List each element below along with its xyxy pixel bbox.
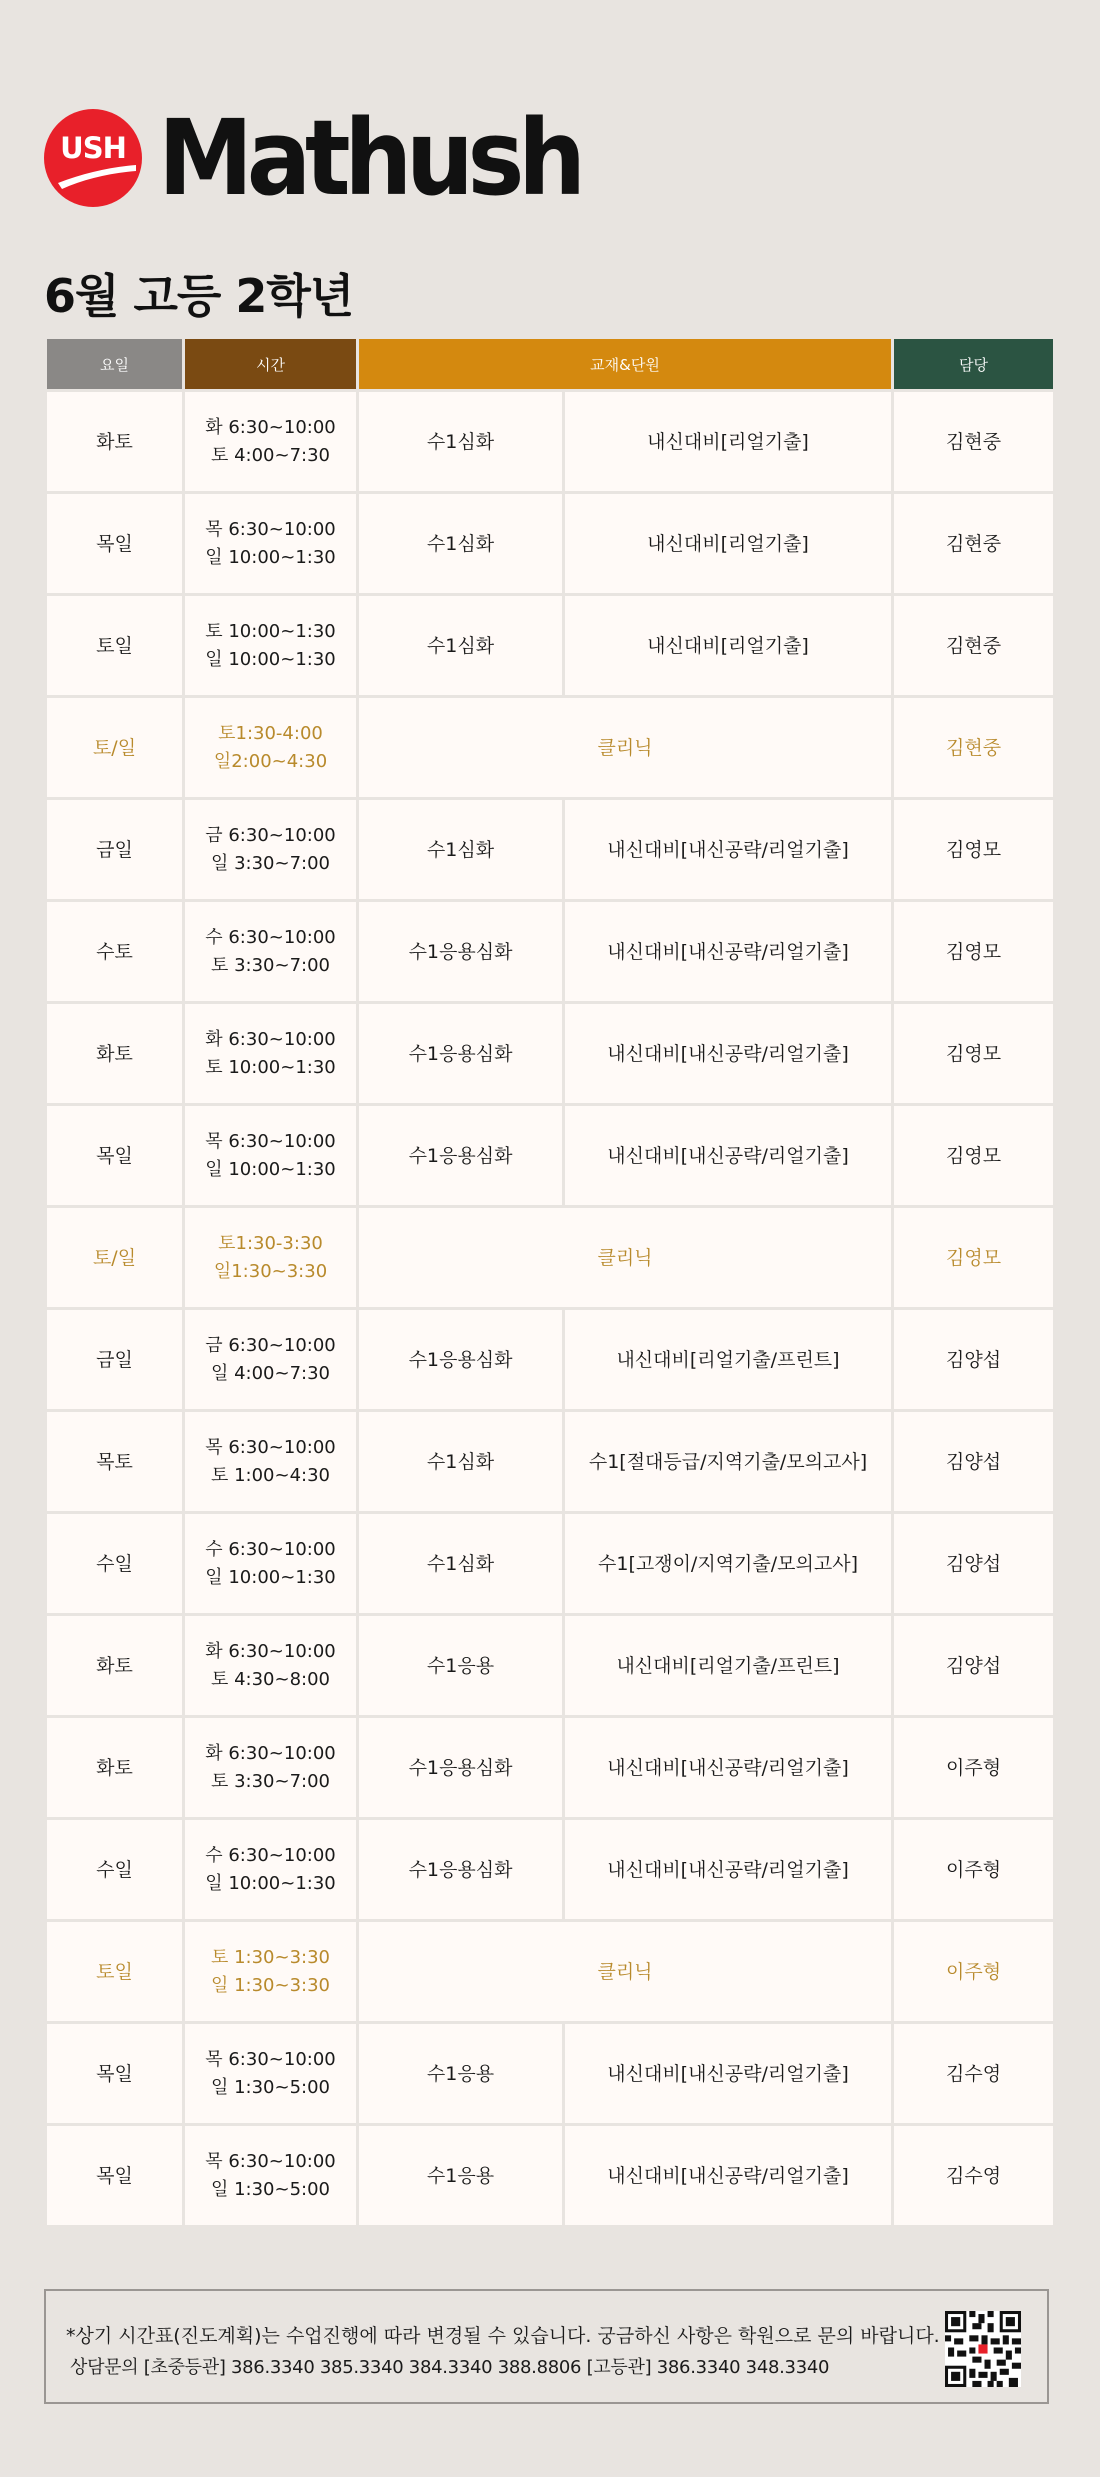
table-row bbox=[46, 2125, 1055, 2227]
table-row bbox=[46, 1921, 1055, 2023]
unit-cell: 내신대비[내신공략/리얼기출] bbox=[564, 799, 893, 901]
time-cell bbox=[184, 1819, 358, 1921]
clinic-cell: 클리닉 bbox=[358, 1921, 893, 2023]
course-cell: 수1심화 bbox=[358, 1411, 564, 1513]
time-line-2: 일 1:30~3:30 bbox=[210, 1974, 331, 1996]
time-line-1: 화 6:30~10:00 bbox=[205, 1640, 336, 1662]
brand-logo bbox=[44, 97, 616, 219]
time-cell bbox=[184, 1717, 358, 1819]
table-row bbox=[46, 1105, 1055, 1207]
day-cell: 화토 bbox=[46, 1615, 184, 1717]
unit-cell: 내신대비[내신공략/리얼기출] bbox=[564, 1717, 893, 1819]
day-cell: 목토 bbox=[46, 1411, 184, 1513]
time-line-1: 목 6:30~10:00 bbox=[205, 2048, 336, 2070]
unit-cell: 내신대비[리얼기출] bbox=[564, 391, 893, 493]
teacher-cell: 이주형 bbox=[893, 1819, 1055, 1921]
course-cell: 수1응용심화 bbox=[358, 1003, 564, 1105]
unit-cell: 내신대비[내신공략/리얼기출] bbox=[564, 1105, 893, 1207]
time-line-2: 토 4:30~8:00 bbox=[210, 1668, 331, 1690]
day-cell: 목일 bbox=[46, 1105, 184, 1207]
course-cell: 수1심화 bbox=[358, 1513, 564, 1615]
day-cell: 수토 bbox=[46, 901, 184, 1003]
logo-mark bbox=[44, 109, 142, 207]
teacher-cell: 김양섭 bbox=[893, 1513, 1055, 1615]
time-line-2: 일1:30~3:30 bbox=[213, 1260, 328, 1282]
table-row bbox=[46, 1615, 1055, 1717]
course-cell: 수1응용 bbox=[358, 2125, 564, 2227]
time-cell bbox=[184, 1207, 358, 1309]
time-line-2: 일 10:00~1:30 bbox=[205, 1872, 336, 1894]
time-cell bbox=[184, 1615, 358, 1717]
time-line-1: 금 6:30~10:00 bbox=[205, 1334, 336, 1356]
course-cell: 수1응용 bbox=[358, 2023, 564, 2125]
day-cell: 수일 bbox=[46, 1819, 184, 1921]
time-line-1: 수 6:30~10:00 bbox=[205, 1538, 336, 1560]
unit-cell: 수1[고쟁이/지역기출/모의고사] bbox=[564, 1513, 893, 1615]
teacher-cell: 김현중 bbox=[893, 595, 1055, 697]
course-cell: 수1심화 bbox=[358, 391, 564, 493]
table-row bbox=[46, 697, 1055, 799]
unit-cell: 내신대비[리얼기출] bbox=[564, 493, 893, 595]
time-line-1: 화 6:30~10:00 bbox=[205, 416, 336, 438]
time-line-1: 금 6:30~10:00 bbox=[205, 824, 336, 846]
unit-cell: 내신대비[내신공략/리얼기출] bbox=[564, 1003, 893, 1105]
time-cell bbox=[184, 1411, 358, 1513]
time-cell bbox=[184, 493, 358, 595]
day-cell: 토일 bbox=[46, 595, 184, 697]
teacher-cell: 김양섭 bbox=[893, 1615, 1055, 1717]
time-line-2: 일 10:00~1:30 bbox=[205, 1566, 336, 1588]
course-cell: 수1심화 bbox=[358, 493, 564, 595]
teacher-cell: 이주형 bbox=[893, 1921, 1055, 2023]
day-cell: 토/일 bbox=[46, 1207, 184, 1309]
table-row bbox=[46, 493, 1055, 595]
day-cell: 목일 bbox=[46, 493, 184, 595]
table-row bbox=[46, 1309, 1055, 1411]
clinic-cell: 클리닉 bbox=[358, 1207, 893, 1309]
time-cell bbox=[184, 2125, 358, 2227]
time-line-1: 수 6:30~10:00 bbox=[205, 1844, 336, 1866]
day-cell: 화토 bbox=[46, 1003, 184, 1105]
course-cell: 수1응용심화 bbox=[358, 1819, 564, 1921]
time-line-2: 토 4:00~7:30 bbox=[210, 444, 331, 466]
header-day: 요일 bbox=[46, 338, 184, 391]
course-cell: 수1응용심화 bbox=[358, 901, 564, 1003]
day-cell: 화토 bbox=[46, 1717, 184, 1819]
time-line-2: 일 4:00~7:30 bbox=[210, 1362, 331, 1384]
day-cell: 화토 bbox=[46, 391, 184, 493]
teacher-cell: 김영모 bbox=[893, 1207, 1055, 1309]
header-row bbox=[46, 338, 1055, 391]
time-cell bbox=[184, 901, 358, 1003]
table-row bbox=[46, 1411, 1055, 1513]
time-cell bbox=[184, 1309, 358, 1411]
time-line-1: 화 6:30~10:00 bbox=[205, 1742, 336, 1764]
time-line-1: 목 6:30~10:00 bbox=[205, 518, 336, 540]
day-cell: 금일 bbox=[46, 1309, 184, 1411]
time-line-2: 일 1:30~5:00 bbox=[210, 2076, 331, 2098]
time-cell bbox=[184, 1921, 358, 2023]
schedule-body bbox=[46, 391, 1055, 2227]
table-row bbox=[46, 2023, 1055, 2125]
course-cell: 수1응용심화 bbox=[358, 1309, 564, 1411]
unit-cell: 내신대비[내신공략/리얼기출] bbox=[564, 901, 893, 1003]
day-cell: 토일 bbox=[46, 1921, 184, 2023]
unit-cell: 수1[절대등급/지역기출/모의고사] bbox=[564, 1411, 893, 1513]
brand-name: Mathush bbox=[158, 97, 580, 219]
day-cell: 목일 bbox=[46, 2125, 184, 2227]
time-cell bbox=[184, 697, 358, 799]
time-line-2: 일 10:00~1:30 bbox=[205, 1158, 336, 1180]
time-cell bbox=[184, 2023, 358, 2125]
logo-mark-text: USH bbox=[60, 131, 126, 165]
unit-cell: 내신대비[내신공략/리얼기출] bbox=[564, 2023, 893, 2125]
course-cell: 수1심화 bbox=[358, 799, 564, 901]
teacher-cell: 김영모 bbox=[893, 799, 1055, 901]
time-cell bbox=[184, 391, 358, 493]
unit-cell: 내신대비[내신공략/리얼기출] bbox=[564, 2125, 893, 2227]
day-cell: 토/일 bbox=[46, 697, 184, 799]
time-line-1: 토1:30-3:30 bbox=[218, 1232, 323, 1254]
time-line-2: 일 1:30~5:00 bbox=[210, 2178, 331, 2200]
day-cell: 목일 bbox=[46, 2023, 184, 2125]
unit-cell: 내신대비[리얼기출/프린트] bbox=[564, 1615, 893, 1717]
teacher-cell: 김현중 bbox=[893, 697, 1055, 799]
time-line-1: 토 10:00~1:30 bbox=[205, 620, 336, 642]
header-course-unit: 교재&단원 bbox=[358, 338, 893, 391]
header-teacher: 담당 bbox=[893, 338, 1055, 391]
table-row bbox=[46, 391, 1055, 493]
course-cell: 수1응용심화 bbox=[358, 1105, 564, 1207]
time-cell bbox=[184, 1105, 358, 1207]
course-cell: 수1응용심화 bbox=[358, 1717, 564, 1819]
time-line-1: 화 6:30~10:00 bbox=[205, 1028, 336, 1050]
table-row bbox=[46, 1003, 1055, 1105]
unit-cell: 내신대비[리얼기출] bbox=[564, 595, 893, 697]
time-cell bbox=[184, 595, 358, 697]
time-cell bbox=[184, 799, 358, 901]
schedule-table bbox=[44, 336, 1056, 2228]
unit-cell: 내신대비[내신공략/리얼기출] bbox=[564, 1819, 893, 1921]
page-title: 6월 고등 2학년 bbox=[44, 269, 354, 323]
course-cell: 수1응용 bbox=[358, 1615, 564, 1717]
time-line-2: 토 3:30~7:00 bbox=[210, 1770, 331, 1792]
time-line-2: 토 1:00~4:30 bbox=[210, 1464, 331, 1486]
header-time: 시간 bbox=[184, 338, 358, 391]
table-row bbox=[46, 595, 1055, 697]
table-row bbox=[46, 901, 1055, 1003]
table-row bbox=[46, 1207, 1055, 1309]
teacher-cell: 김영모 bbox=[893, 1003, 1055, 1105]
teacher-cell: 김현중 bbox=[893, 493, 1055, 595]
table-row bbox=[46, 799, 1055, 901]
teacher-cell: 김영모 bbox=[893, 901, 1055, 1003]
time-line-2: 토 10:00~1:30 bbox=[205, 1056, 336, 1078]
time-line-1: 토1:30-4:00 bbox=[218, 722, 323, 744]
teacher-cell: 김양섭 bbox=[893, 1309, 1055, 1411]
day-cell: 금일 bbox=[46, 799, 184, 901]
time-cell bbox=[184, 1003, 358, 1105]
time-line-2: 일 3:30~7:00 bbox=[210, 852, 331, 874]
day-cell: 수일 bbox=[46, 1513, 184, 1615]
time-line-1: 목 6:30~10:00 bbox=[205, 2150, 336, 2172]
footer-notice-box bbox=[44, 2289, 1049, 2404]
time-line-1: 목 6:30~10:00 bbox=[205, 1436, 336, 1458]
time-line-2: 일2:00~4:30 bbox=[213, 750, 328, 772]
table-row bbox=[46, 1513, 1055, 1615]
course-cell: 수1심화 bbox=[358, 595, 564, 697]
teacher-cell: 김양섭 bbox=[893, 1411, 1055, 1513]
unit-cell: 내신대비[리얼기출/프린트] bbox=[564, 1309, 893, 1411]
teacher-cell: 김영모 bbox=[893, 1105, 1055, 1207]
time-line-2: 일 10:00~1:30 bbox=[205, 648, 336, 670]
table-row bbox=[46, 1717, 1055, 1819]
qr-code-icon[interactable] bbox=[945, 2311, 1021, 2387]
time-line-1: 목 6:30~10:00 bbox=[205, 1130, 336, 1152]
teacher-cell: 김수영 bbox=[893, 2023, 1055, 2125]
logo-swoosh-icon bbox=[44, 109, 142, 207]
time-cell bbox=[184, 1513, 358, 1615]
teacher-cell: 김현중 bbox=[893, 391, 1055, 493]
teacher-cell: 이주형 bbox=[893, 1717, 1055, 1819]
time-line-2: 일 10:00~1:30 bbox=[205, 546, 336, 568]
clinic-cell: 클리닉 bbox=[358, 697, 893, 799]
time-line-1: 수 6:30~10:00 bbox=[205, 926, 336, 948]
time-line-2: 토 3:30~7:00 bbox=[210, 954, 331, 976]
footer-contact: 상담문의 [초중등관] 386.3340 385.3340 384.3340 388.8806 [고등관] 386.3340 348.3340 bbox=[70, 2357, 830, 2378]
table-row bbox=[46, 1819, 1055, 1921]
footer-notice: *상기 시간표(진도계획)는 수업진행에 따라 변경될 수 있습니다. 궁금하신 사항은 학원으로 문의 바랍니다. bbox=[66, 2325, 940, 2347]
time-line-1: 토 1:30~3:30 bbox=[210, 1946, 331, 1968]
teacher-cell: 김수영 bbox=[893, 2125, 1055, 2227]
